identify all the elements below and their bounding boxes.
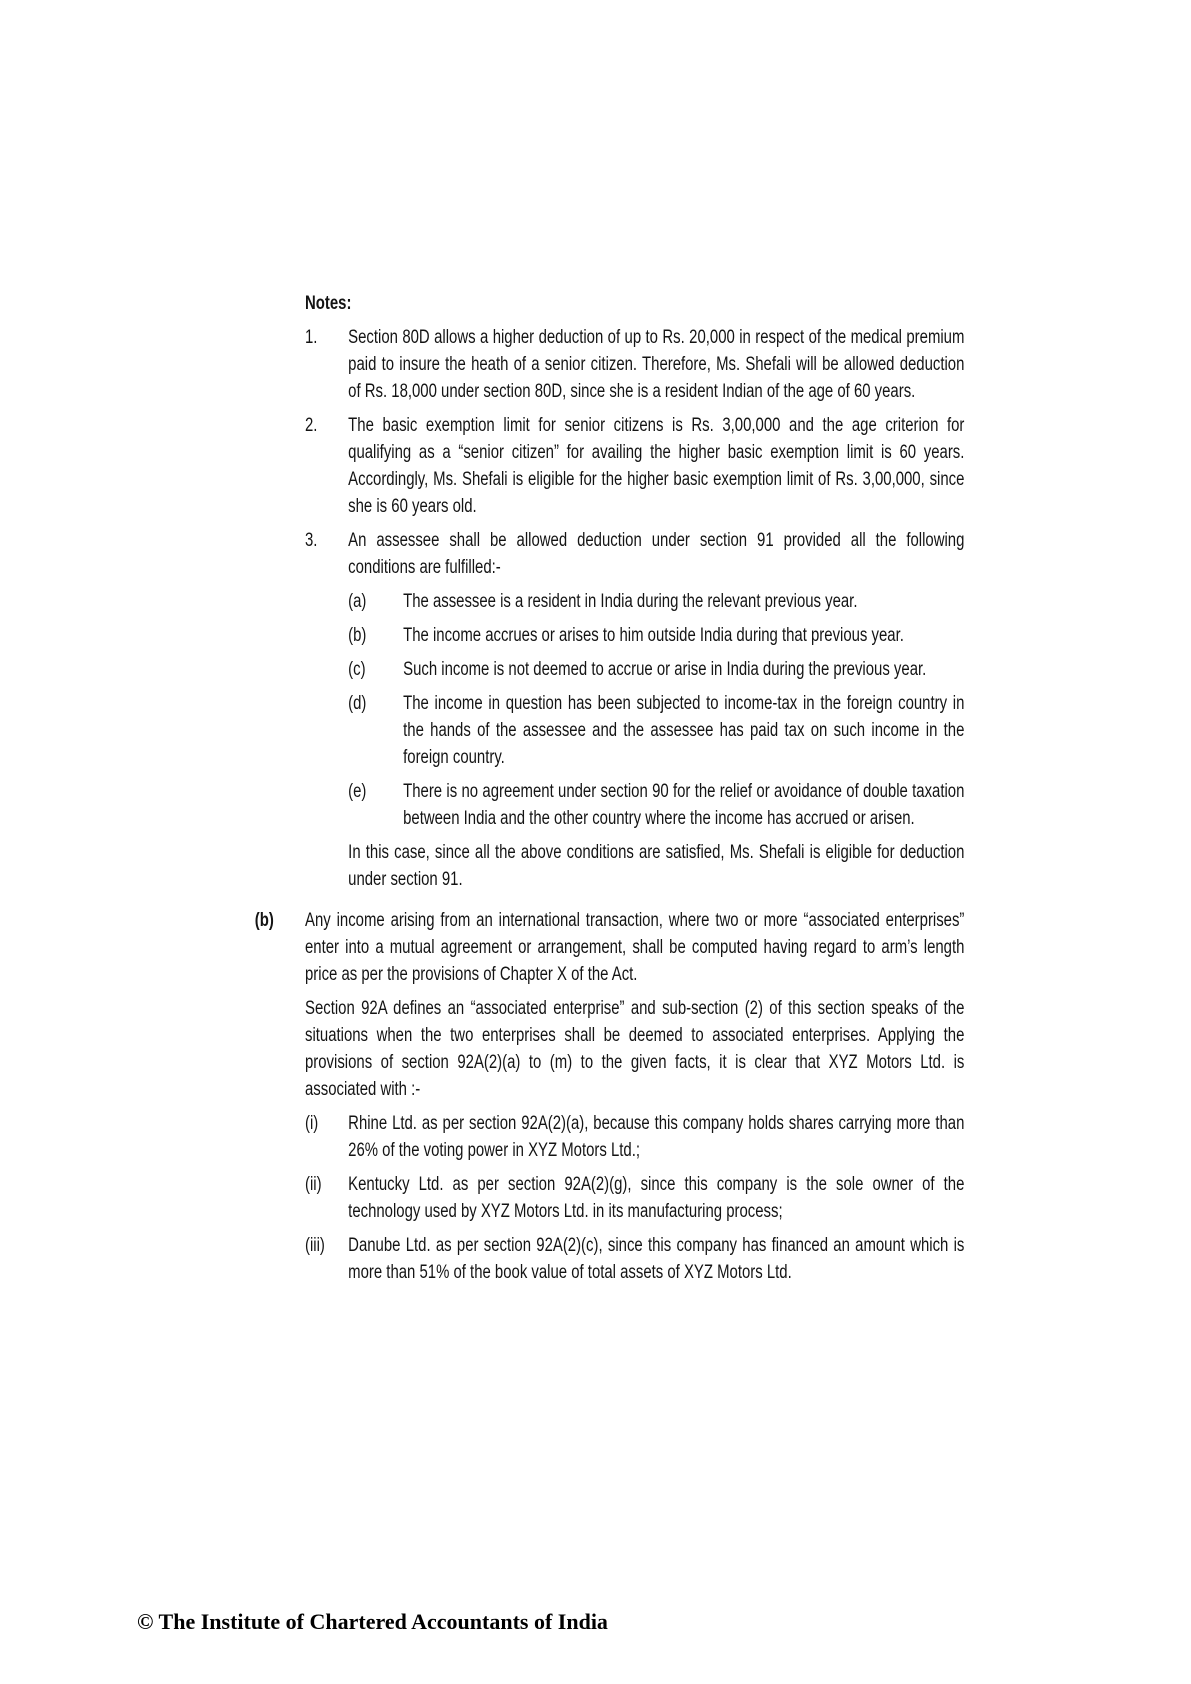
part-b-paragraph-2: Section 92A defines an “associated enterprise” and sub-section (2) of this section speaks of the situations when the two enterprises shall be deemed to associated enterprises. Applying the provisions of section 92A(2)(a) to (m) to the given facts, it is clear that XYZ Motors Ltd. is associated with :- xyxy=(305,998,965,1100)
associate-i xyxy=(305,1110,964,1164)
note-item-1 xyxy=(305,324,964,405)
note-item-3-marker: 3. xyxy=(305,530,318,551)
associate-iii-text: Danube Ltd. as per section 92A(2)(c), since this company has financed an amount which is more than 51% of the book value of total assets of XYZ Motors Ltd. xyxy=(348,1235,965,1283)
condition-a-marker: (a) xyxy=(348,591,367,612)
associate-iii-marker: (iii) xyxy=(305,1235,325,1256)
note-item-3 xyxy=(305,527,964,900)
page-content xyxy=(254,290,965,1293)
note-item-2 xyxy=(305,412,964,520)
note-item-1-text: Section 80D allows a higher deduction of up to Rs. 20,000 in respect of the medical premium paid to insure the heath of a senior citizen. Therefore, Ms. Shefali will be allowed deduction of Rs. 18,000 under section 80D, since she is a resident Indian of the age of 60 years. xyxy=(348,327,965,402)
condition-a-text: The assessee is a resident in India during the relevant previous year. xyxy=(403,591,858,612)
condition-c-marker: (c) xyxy=(348,659,366,680)
condition-c-text: Such income is not deemed to accrue or arise in India during the previous year. xyxy=(403,659,927,680)
associate-ii-marker: (ii) xyxy=(305,1174,322,1195)
condition-b-marker: (b) xyxy=(348,625,367,646)
associate-i-marker: (i) xyxy=(305,1113,319,1134)
note-item-1-marker: 1. xyxy=(305,327,318,348)
note-item-2-marker: 2. xyxy=(305,415,318,436)
note-item-2-text: The basic exemption limit for senior citizens is Rs. 3,00,000 and the age criterion for qualifying as a “senior citizen” for availing the higher basic exemption limit is 60 years. Accordingly, Ms. Shefali is eligible for the higher basic exemption limit of Rs. 3,00,000, since she is 60 years old. xyxy=(348,415,965,517)
part-b-marker: (b) xyxy=(254,910,274,931)
condition-c xyxy=(348,656,964,683)
condition-b-text: The income accrues or arises to him outside India during that previous year. xyxy=(403,625,904,646)
condition-e-text: There is no agreement under section 90 for the relief or avoidance of double taxation between India and the other country where the income has accrued or arisen. xyxy=(403,781,965,829)
associate-ii xyxy=(305,1171,964,1225)
condition-d-text: The income in question has been subjected to income-tax in the foreign country in the hands of the assessee and the assessee has paid tax on such income in the foreign country. xyxy=(403,693,965,768)
condition-b xyxy=(348,622,964,649)
note-item-3-closing: In this case, since all the above conditions are satisfied, Ms. Shefali is eligible for deduction under section 91. xyxy=(348,842,965,890)
part-b-section xyxy=(254,907,965,1286)
condition-a xyxy=(348,588,964,615)
associate-i-text: Rhine Ltd. as per section 92A(2)(a), because this company holds shares carrying more than 26% of the voting power in XYZ Motors Ltd.; xyxy=(348,1113,965,1161)
condition-e xyxy=(348,778,964,832)
part-b-paragraph-1: Any income arising from an international transaction, where two or more “associated enterprises” enter into a mutual agreement or arrangement, shall be computed having regard to arm’s length price as per the provisions of Chapter X of the Act. xyxy=(305,910,965,985)
copyright-footer: © The Institute of Chartered Accountants of India xyxy=(137,1609,608,1634)
associate-iii xyxy=(305,1232,964,1286)
note-item-3-text: An assessee shall be allowed deduction under section 91 provided all the following conditions are fulfilled:- xyxy=(348,530,965,578)
condition-d-marker: (d) xyxy=(348,693,367,714)
notes-heading: Notes: xyxy=(305,293,352,314)
condition-e-marker: (e) xyxy=(348,781,367,802)
note-item-3-body xyxy=(348,527,964,900)
associate-ii-text: Kentucky Ltd. as per section 92A(2)(g), since this company is the sole owner of the technology used by XYZ Motors Ltd. in its manufacturing process; xyxy=(348,1174,965,1222)
condition-d xyxy=(348,690,964,771)
